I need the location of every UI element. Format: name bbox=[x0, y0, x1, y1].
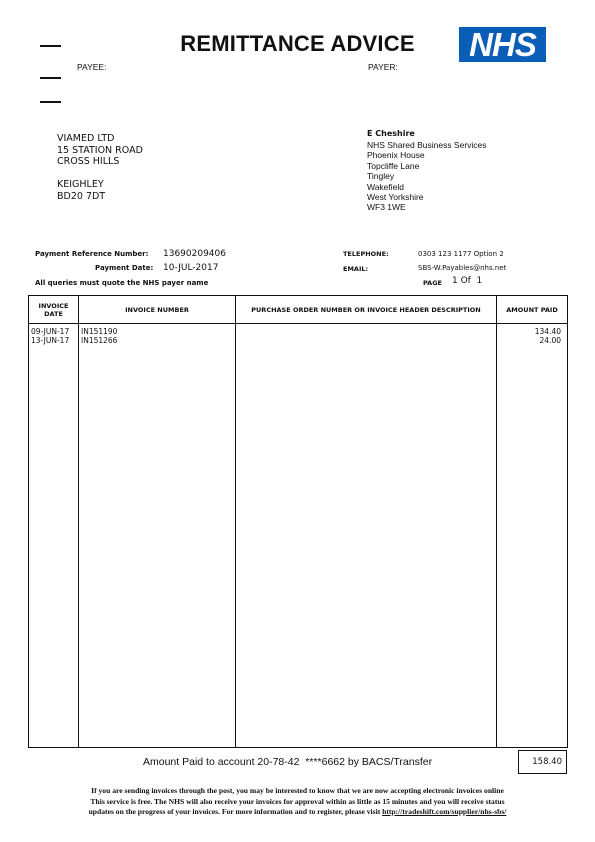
payer-line: Wakefield bbox=[367, 181, 405, 192]
invoice-amount: 24.00 bbox=[539, 335, 561, 345]
payee-line: KEIGHLEY bbox=[57, 179, 104, 190]
invoice-date-cell bbox=[29, 324, 79, 748]
payee-line: 15 STATION ROAD bbox=[57, 144, 143, 156]
payer-line: Phoenix House bbox=[367, 150, 425, 161]
invoice-number-cell bbox=[79, 324, 236, 748]
payment-date-label: Payment Date: bbox=[95, 264, 154, 272]
payer-line: WF3 1WE bbox=[367, 202, 406, 213]
column-header-description: PURCHASE ORDER NUMBER OR INVOICE HEADER DESCRIPTION bbox=[236, 296, 497, 324]
invoice-date: 09-JUN-17 bbox=[31, 327, 70, 336]
decorative-bar-3 bbox=[40, 101, 61, 103]
payer-line: West Yorkshire bbox=[367, 192, 424, 203]
payment-date-value: 10-JUL-2017 bbox=[163, 263, 219, 273]
footer-note bbox=[20, 786, 575, 818]
footer-line-text: updates on the progress of your invoices. For more information and to register, please visit bbox=[88, 807, 381, 816]
invoice-date: 13-JUN-17 bbox=[31, 335, 70, 345]
payment-ref-label: Payment Reference Number: bbox=[35, 250, 149, 258]
column-header-amount-paid: AMOUNT PAID bbox=[497, 296, 568, 324]
page-label: PAGE bbox=[423, 279, 442, 287]
payer-line: Topcliffe Lane bbox=[367, 160, 420, 171]
payee-line: BD20 7DT bbox=[57, 190, 106, 202]
invoice-amount: 134.40 bbox=[534, 327, 561, 336]
payer-label: PAYER: bbox=[368, 62, 398, 72]
tradeshift-link[interactable]: http://tradeshift.com/supplier/nhs-sbs/ bbox=[382, 807, 507, 816]
footer-line bbox=[20, 807, 575, 818]
footer-line: If you are sending invoices through the post, you may be interested to know that we are now accepting electronic invoices online bbox=[91, 786, 504, 795]
table-body bbox=[29, 324, 568, 748]
footer-line: This service is free. The NHS will also receive your invoices for approval within as little as 15 minutes and you will receive status bbox=[90, 796, 505, 806]
payer-name: E Cheshire bbox=[367, 129, 415, 138]
payment-ref-value: 13690209406 bbox=[163, 249, 226, 259]
payee-address bbox=[57, 133, 143, 202]
payer-address bbox=[367, 129, 487, 213]
column-header-invoice-date: INVOICE DATE bbox=[29, 296, 79, 324]
email-value: SBS-W.Payables@nhs.net bbox=[418, 264, 507, 272]
invoice-number: IN151190 bbox=[81, 327, 118, 336]
table-header-row bbox=[29, 296, 568, 324]
amount-paid-summary: Amount Paid to account 20-78-42 ****6662 by BACS/Transfer bbox=[143, 756, 433, 768]
payee-line bbox=[57, 168, 143, 180]
amount-cell bbox=[497, 324, 568, 748]
telephone-label: TELEPHONE: bbox=[343, 250, 389, 258]
queries-note: All queries must quote the NHS payer name bbox=[35, 279, 209, 287]
page-title: REMITTANCE ADVICE bbox=[180, 31, 415, 56]
invoice-table bbox=[28, 295, 568, 748]
invoice-number: IN151266 bbox=[81, 335, 118, 345]
telephone-value: 0303 123 1177 Option 2 bbox=[418, 250, 504, 258]
total-amount-box: 158.40 bbox=[518, 750, 567, 774]
payer-line: NHS Shared Business Services bbox=[367, 140, 487, 150]
column-header-invoice-number: INVOICE NUMBER bbox=[79, 296, 236, 324]
nhs-logo: NHS bbox=[459, 27, 546, 62]
email-label: EMAIL: bbox=[343, 265, 369, 273]
page-value: 1 Of 1 bbox=[452, 276, 483, 286]
description-cell bbox=[236, 324, 497, 748]
decorative-bar-2 bbox=[40, 77, 61, 79]
payee-label: PAYEE: bbox=[77, 62, 107, 72]
payer-line: Tingley bbox=[367, 171, 395, 182]
payee-line: CROSS HILLS bbox=[57, 156, 120, 167]
payee-line: VIAMED LTD bbox=[57, 133, 115, 144]
